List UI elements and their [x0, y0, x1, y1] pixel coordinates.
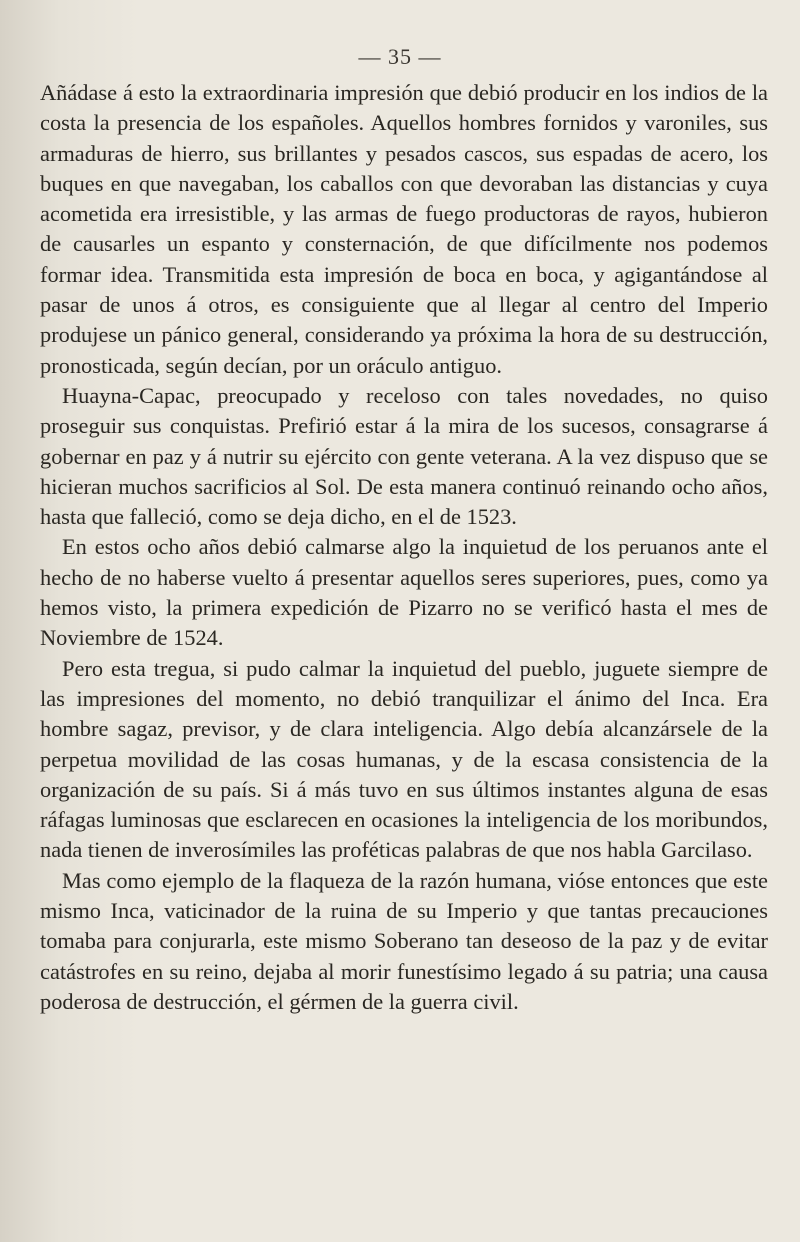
- paragraph-2: Huayna-Capac, preocupado y receloso con tales novedades, no quiso proseguir sus conquistas. Prefirió estar á la mira de los sucesos, consagrarse á gobernar en paz y á nutrir su ejército con gente veterana. A la vez dispuso que se hicieran muchos sacrificios al Sol. De esta manera continuó reinando ocho años, hasta que falleció, como se deja dicho, en el de 1523.: [40, 382, 768, 530]
- paragraph-1: Añádase á esto la extraordinaria impresión que debió producir en los indios de la costa la presencia de los españoles. Aquellos hombres fornidos y varoniles, sus armaduras de hierro, sus brillantes y pesados cascos, sus espadas de acero, los buques en que navegaban, los caballos con que devoraban las distancias y cuya acometida era irresistible, y las armas de fuego productoras de rayos, hubieron de causarles un espanto y consternación, de que difícilmente nos podemos formar idea. Transmitida esta impresión de boca en boca, y agigantándose al pasar de unos á otros, es consiguiente que al llegar al centro del Imperio produjese un pánico general, considerando ya próxima la hora de su destrucción, pronosticada, según decían, por un oráculo antiguo.: [40, 80, 768, 378]
- paragraph-5: Mas como ejemplo de la flaqueza de la razón humana, vióse entonces que este mismo Inca, vaticinador de la ruina de su Imperio y que tantas precauciones tomaba para conjurarla, este mismo Soberano tan deseoso de la paz y de evitar catástrofes en su reino, dejaba al morir funestísimo legado á su patria; una causa poderosa de destrucción, el gérmen de la guerra civil.: [40, 867, 768, 1014]
- body-text: [40, 78, 768, 1017]
- paragraph-4: Pero esta tregua, si pudo calmar la inquietud del pueblo, juguete siempre de las impresiones del momento, no debió tranquilizar el ánimo del Inca. Era hombre sagaz, previsor, y de clara inteligencia. Algo debía alcanzársele de la perpetua movilidad de las cosas humanas, y de la escasa consistencia de la organización de su país. Si á más tuvo en sus últimos instantes alguna de esas ráfagas luminosas que esclarecen en ocasiones la inteligencia de los moribundos, nada tienen de inverosímiles las proféticas palabras de que nos habla Garcilaso.: [40, 655, 768, 863]
- page-number: — 35 —: [358, 44, 442, 69]
- paragraph-3: En estos ocho años debió calmarse algo la inquietud de los peruanos ante el hecho de no haberse vuelto á presentar aquellos seres superiores, pues, como ya hemos visto, la primera expedición de Pizarro no se verificó hasta el mes de Noviembre de 1524.: [40, 534, 768, 651]
